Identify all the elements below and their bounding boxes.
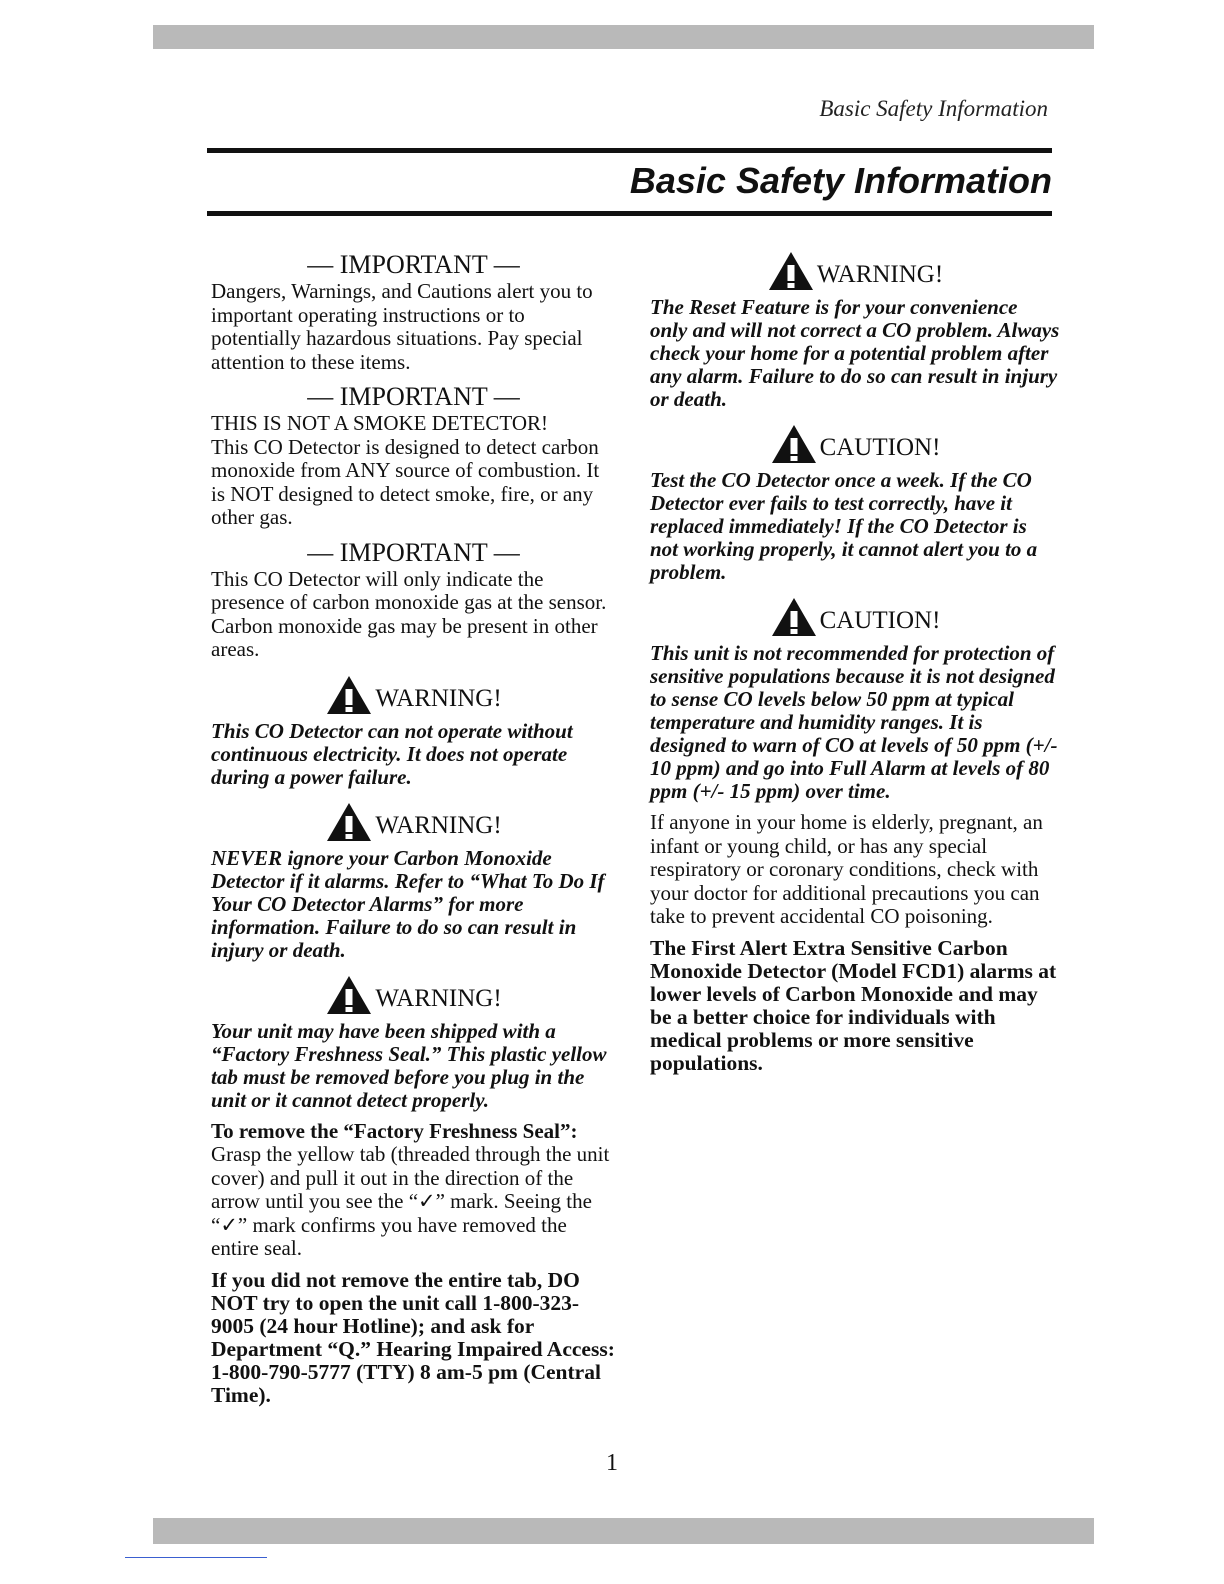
- warning-triangle-icon: [325, 801, 373, 843]
- caution-heading: [650, 596, 1060, 638]
- title-rule-bottom: [207, 211, 1052, 216]
- warning-label: WARNING!: [375, 811, 502, 839]
- important-text: Dangers, Warnings, and Cautions alert you to important operating instructions or to potentially hazardous situations. Pay special attention to these items.: [211, 279, 593, 374]
- hotline-notice: If you did not remove the entire tab, DO NOT try to open the unit call 1-800-323-9005 (24 hour Hotline); and ask for Department “Q.” Hearing Impaired Access: 1-800-790-5777 (TTY) 8 am-5 pm (Central Time).: [211, 1267, 615, 1407]
- page-number: 1: [606, 1450, 618, 1476]
- remove-seal-text: Grasp the yellow tab (threaded through the unit cover) and pull it out in the direction of the arrow until you see the “✓” mark. Seeing the “✓” mark confirms you have removed the entire seal.: [211, 1142, 610, 1260]
- warning-heading: [211, 674, 616, 716]
- important-heading: — IMPORTANT —: [307, 537, 520, 567]
- not-smoke-detector-notice: THIS IS NOT A SMOKE DETECTOR!: [211, 411, 548, 435]
- corner-line: [125, 1557, 267, 1558]
- first-alert-recommendation: The First Alert Extra Sensitive Carbon Monoxide Detector (Model FCD1) alarms at lower levels of Carbon Monoxide and may be a better choice for individuals with medical problems or more sensitive populations.: [650, 935, 1057, 1075]
- important-heading: — IMPORTANT —: [307, 382, 520, 411]
- caution-text: This unit is not recommended for protection of sensitive populations because it is not designed to sense CO levels below 50 ppm at typical temperature and humidity ranges. It is designed to warn of CO at levels of 50 ppm (+/- 10 ppm) and go into Full Alarm at levels of 80 ppm (+/- 15 ppm) over time.: [650, 641, 1058, 803]
- warning-triangle-icon: [770, 423, 818, 465]
- warning-heading: [650, 250, 1060, 292]
- warning-heading: [211, 974, 616, 1016]
- important-heading: — IMPORTANT —: [307, 250, 520, 279]
- warning-text: The Reset Feature is for your convenience only and will not correct a CO problem. Always check your home for a potential problem after any alarm. Failure to do so can result in injury or death.: [650, 295, 1060, 411]
- warning-heading: [211, 801, 616, 843]
- caution-heading: [650, 423, 1060, 465]
- running-head: Basic Safety Information: [819, 96, 1048, 121]
- bottom-gray-band: [153, 1518, 1094, 1544]
- caution-label: CAUTION!: [819, 607, 941, 634]
- caution-label: CAUTION!: [819, 434, 941, 461]
- title-rule-top: [207, 148, 1052, 153]
- warning-triangle-icon: [325, 674, 373, 716]
- important-text: This CO Detector will only indicate the presence of carbon monoxide gas at the sensor. Carbon monoxide gas may be present in other areas.: [211, 566, 607, 661]
- warning-text: NEVER ignore your Carbon Monoxide Detector if it alarms. Refer to “What To Do If Your CO Detector Alarms” for more information. Failure to do so can result in injury or death.: [211, 845, 605, 962]
- page-title: Basic Safety Information: [629, 160, 1052, 201]
- warning-label: WARNING!: [375, 984, 502, 1012]
- remove-seal-instructions: [211, 1120, 616, 1261]
- warning-label: WARNING!: [816, 261, 944, 288]
- remove-seal-lead: To remove the “Factory Freshness Seal”:: [211, 1118, 578, 1143]
- warning-triangle-icon: [770, 596, 818, 638]
- warning-label: WARNING!: [375, 684, 502, 712]
- top-gray-band: [153, 25, 1094, 49]
- warning-triangle-icon: [325, 974, 373, 1016]
- left-column: [211, 250, 616, 1415]
- warning-triangle-icon: [767, 250, 815, 292]
- elderly-advice: If anyone in your home is elderly, pregnant, an infant or young child, or has any special respiratory or coronary conditions, check with your doctor for additional precautions you can take to prevent accidental CO poisoning.: [650, 810, 1043, 928]
- warning-text: Your unit may have been shipped with a “Factory Freshness Seal.” This plastic yellow tab must be removed before you plug in the unit or it cannot detect properly.: [211, 1018, 607, 1112]
- warning-text: This CO Detector can not operate without continuous electricity. It does not operate during a power failure.: [211, 718, 573, 789]
- right-column: [650, 250, 1060, 1083]
- important-text: This CO Detector is designed to detect carbon monoxide from ANY source of combustion. It is NOT designed to detect smoke, fire, or any other gas.: [211, 434, 600, 529]
- caution-text: Test the CO Detector once a week. If the CO Detector ever fails to test correctly, have it replaced immediately! If the CO Detector is not working properly, it cannot alert you to a problem.: [650, 468, 1038, 584]
